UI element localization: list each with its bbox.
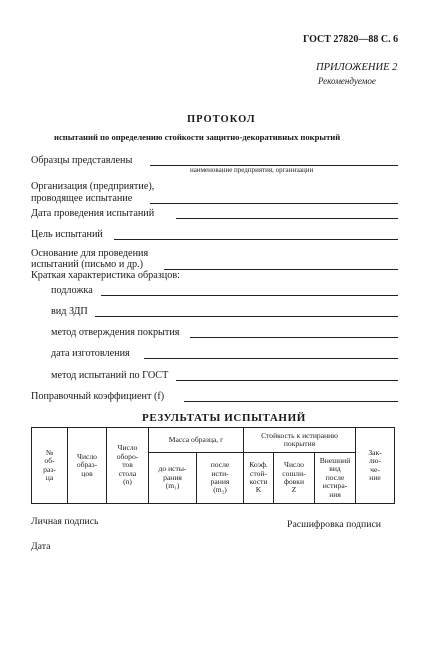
- group-sample-mass: Масса образца, г: [149, 428, 244, 453]
- substrate-label: подложка: [51, 285, 93, 296]
- substrate-line[interactable]: [101, 295, 398, 296]
- zdp-type-line[interactable]: [95, 316, 398, 317]
- manufacture-date-label: дата изготовления: [51, 348, 130, 359]
- results-title: РЕЗУЛЬТАТЫ ИСПЫТАНИЙ: [142, 412, 306, 424]
- col-rub-count: Число сошли- фовки Z: [274, 453, 315, 504]
- test-date-label: Дата проведения испытаний: [31, 208, 155, 219]
- test-method-label: метод испытаний по ГОСТ: [51, 370, 169, 381]
- protocol-subtitle: испытаний по определению стойкости защитно-декоративных покрытий: [54, 132, 341, 142]
- results-table: [31, 427, 395, 504]
- correction-factor-label: Поправочный коэффициент (f): [31, 391, 165, 402]
- manufacture-date-line[interactable]: [144, 358, 398, 359]
- gost-reference: ГОСТ 27820—88 С. 6: [303, 34, 399, 45]
- samples-submitted-label: Образцы представлены: [31, 155, 133, 166]
- curing-method-line[interactable]: [190, 337, 398, 338]
- basis-label-1: Основание для проведения: [31, 248, 149, 259]
- protocol-title: ПРОТОКОЛ: [187, 114, 256, 125]
- group-abrasion-resistance: Стойкость к истиранию покрытия: [244, 428, 356, 453]
- col-table-turns: Число оборо- тов стола (n): [107, 428, 149, 504]
- basis-line[interactable]: [164, 269, 398, 270]
- samples-caption: наименование предприятия, организации: [190, 166, 314, 174]
- col-appearance: Внешний вид после истира- ния: [315, 453, 356, 504]
- organization-label-2: проводящее испытание: [31, 193, 133, 204]
- signature-decoding-label: Расшифровка подписи: [287, 519, 382, 530]
- zdp-type-label: вид ЗДП: [51, 306, 88, 317]
- organization-line[interactable]: [150, 203, 398, 204]
- personal-signature-label: Личная подпись: [31, 516, 99, 527]
- test-method-line[interactable]: [176, 380, 398, 381]
- col-mass-before: до исты- рания (m₁): [149, 453, 197, 504]
- brief-description-label: Краткая характеристика образцов:: [31, 270, 180, 281]
- col-mass-after: после исти- рания (m₂): [197, 453, 244, 504]
- recommended-label: Рекомендуемое: [318, 76, 376, 86]
- basis-label-2: испытаний (письмо и др.): [31, 259, 144, 270]
- col-sample-count: Число образ- цов: [68, 428, 107, 504]
- date-label: Дата: [31, 541, 51, 552]
- col-resistance-coef: Коэф. стой- кости K: [244, 453, 274, 504]
- test-date-line[interactable]: [176, 218, 398, 219]
- appendix-label: ПРИЛОЖЕНИЕ 2: [316, 62, 398, 73]
- col-conclusion: Зак- лю- че- ние: [356, 428, 395, 504]
- organization-label-1: Организация (предприятие),: [31, 181, 155, 192]
- test-goal-line[interactable]: [114, 239, 398, 240]
- correction-factor-line[interactable]: [184, 401, 398, 402]
- test-goal-label: Цель испытаний: [31, 229, 103, 240]
- col-sample-no: № об- раз- ца: [32, 428, 68, 504]
- curing-method-label: метод отверждения покрытия: [51, 327, 180, 338]
